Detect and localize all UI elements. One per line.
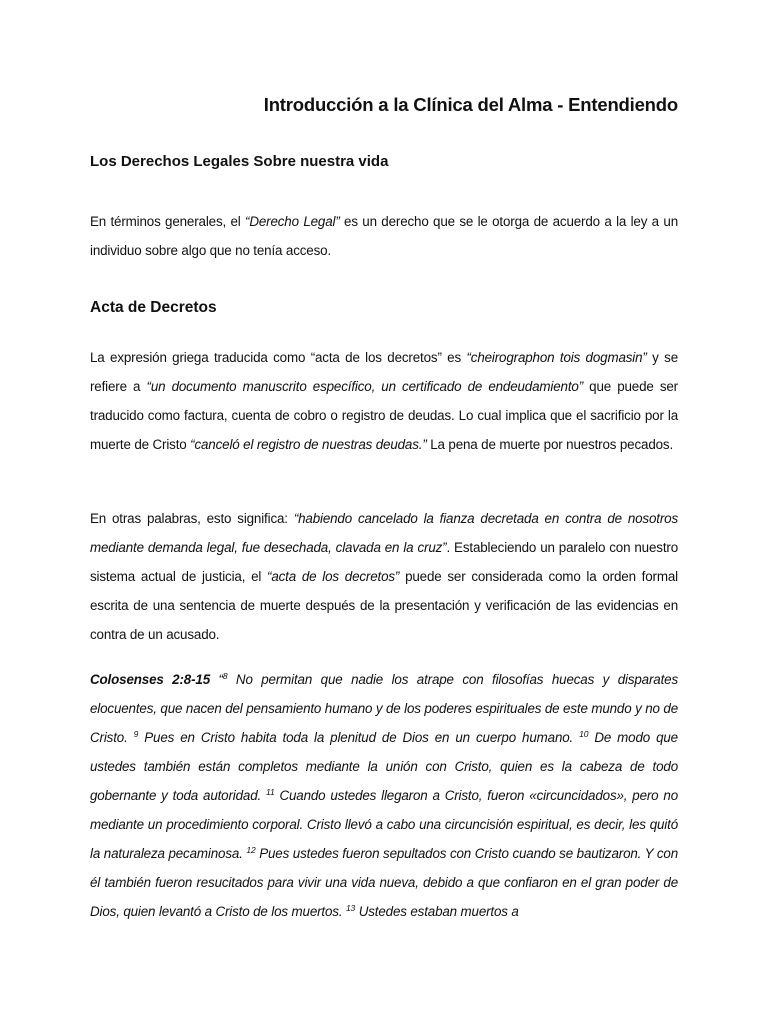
- text-run: La expresión griega traducida como “acta de los decretos” es: [90, 350, 467, 365]
- italic-quote: “un documento manuscrito específico, un certificado de endeudamiento”: [146, 379, 583, 394]
- document-subtitle: Los Derechos Legales Sobre nuestra vida: [90, 153, 389, 170]
- italic-quote: “acta de los decretos”: [267, 569, 400, 584]
- verse-text: Ustedes estaban muertos a: [355, 904, 519, 919]
- paragraph-colosenses: [90, 665, 678, 926]
- italic-quote: “cheirographon tois dogmasin”: [466, 350, 647, 365]
- paragraph-otras-palabras: [90, 504, 678, 649]
- verse-number: 13: [345, 903, 356, 913]
- verse-number: 10: [579, 729, 589, 739]
- verse-number: 8: [222, 671, 228, 681]
- text-run: En términos generales, el: [90, 214, 246, 229]
- text-run: . Estableciendo un paralelo con nuestro sistema actual de justicia, el: [90, 540, 678, 584]
- verse-number: 9: [133, 729, 139, 739]
- open-quote: “: [210, 672, 223, 687]
- verse-number: 12: [246, 845, 256, 855]
- verse-text: Cuando ustedes llegaron a Cristo, fueron «circuncidados», pero no mediante un procedimiento corporal. Cristo llevó a cabo una circuncisión espiritual, es decir, les quitó la naturaleza pecaminosa.: [90, 788, 678, 861]
- text-run: puede ser considerada como la orden formal escrita de una sentencia de muerte después de la presentación y verificación de las evidencias en contra de un acusado.: [90, 569, 678, 642]
- section-heading: Acta de Decretos: [90, 299, 217, 316]
- italic-quote: “habiendo cancelado la fianza decretada en contra de nosotros mediante demanda legal, fue desechada, clavada en la cruz”: [90, 511, 679, 555]
- paragraph-derecho-legal: [90, 207, 678, 265]
- verse-number: 11: [266, 787, 275, 797]
- paragraph-acta-decretos: [90, 343, 678, 459]
- italic-term: “Derecho Legal”: [245, 214, 340, 229]
- verse-text: Pues en Cristo habita toda la plenitud de Dios en un cuerpo humano.: [138, 730, 580, 745]
- text-run: La pena de muerte por nuestros pecados.: [426, 437, 674, 452]
- italic-quote: “canceló el registro de nuestras deudas.”: [190, 437, 427, 452]
- text-run: es un derecho que se le otorga de acuerdo a la ley a un individuo sobre algo que no tenía acceso.: [90, 214, 678, 258]
- verse-text: Pues ustedes fueron sepultados con Cristo cuando se bautizaron. Y con él también fueron resucitados para vivir una vida nueva, debido a que confiaron en el gran poder de Dios, quien levantó a Cristo de los muertos.: [90, 846, 679, 919]
- verse-text: No permitan que nadie los atrape con filosofías huecas y disparates elocuentes, que nacen del pensamiento humano y de los poderes espirituales de este mundo y no de Cristo.: [90, 672, 678, 745]
- verse-text: De modo que ustedes también están completos mediante la unión con Cristo, quien es la cabeza de todo gobernante y toda autoridad.: [90, 730, 678, 803]
- document-title: Introducción a la Clínica del Alma - Entendiendo: [263, 94, 678, 115]
- text-run: y se refiere a: [90, 350, 678, 394]
- text-run: que puede ser traducido como factura, cuenta de cobro o registro de deudas. Lo cual implica que el sacrificio por la muerte de Cristo: [90, 379, 678, 452]
- text-run: En otras palabras, esto significa:: [90, 511, 294, 526]
- scripture-reference: Colosenses 2:8-15: [90, 672, 210, 687]
